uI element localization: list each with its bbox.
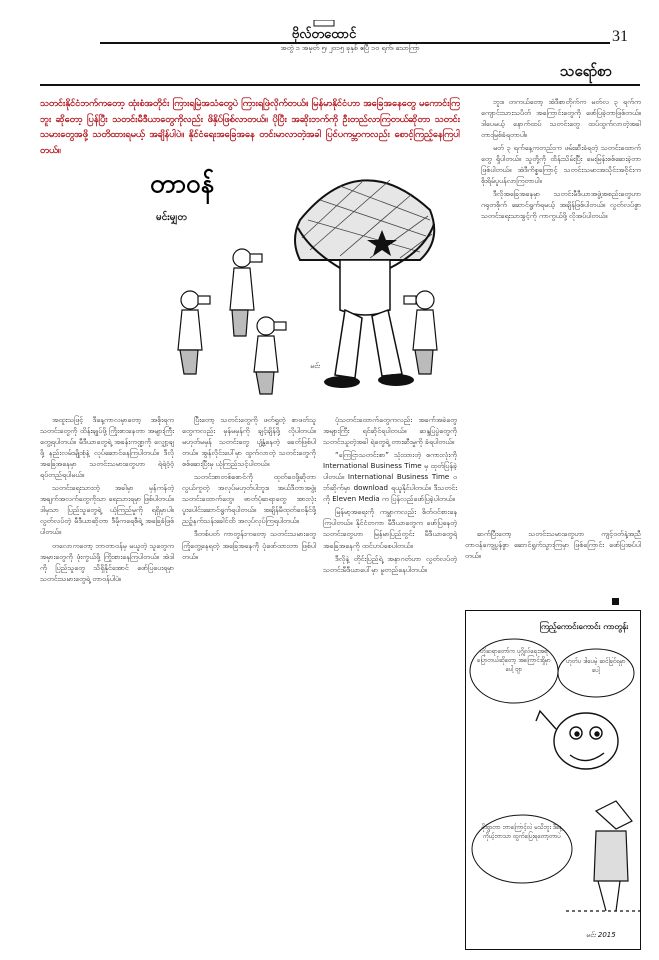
speech-bubble-1: ဟိုဆရာတော်က ပုဂ္ဂိုလ်ရေးအရ ပြောတယ်ဆိုတော့ အကြောင်းရှိမှာပေါ့ ဗျာ (477, 648, 551, 673)
section-title: သရော်စာ (560, 62, 613, 80)
column-right-paragraph: မတ် ၃ ရက်နေ့ကတည်းက ဖမ်းဆီးခံရတဲ့ သတင်းထောက်တွေ ရှိပါတယ်။ သူတို့ကို ထိန်းသိမ်းပြီး မေးမြန်းစစ်ဆေးခဲ့တာ ဖြစ်ပါတယ်။ အဲဒီကိစ္စကြောင့် သတင်းသမားအသိုင်းအဝိုင်းက စိုးရိမ်ပူပန်လာကြတာပါ။ (481, 143, 641, 186)
speech-bubble-2: ဟုတ်ပ ဒါပေမဲ့ ဆင်ခြင်ရမှာပေါ့ (566, 658, 626, 674)
column-3-paragraph: “ကြေငြာသတင်းစာ” သုံးထားတဲ့ စကားလုံးကို International Business Time မှ ထုတ်ပြန်ခဲ့ပါတယ်။ International Business Time ဝဘ်ဆိုက်မှာ download ရယူနိုင်ပါတယ်။ ဒီသတင်းကို Eleven Media က ပြန်လည်ဖော်ပြခဲ့ပါတယ်။ (323, 450, 457, 504)
column-4-paragraph: ဆက်ပြီးတော့ သတင်းသမားတွေဟာ ကျင့်ဝတ်နဲ့အညီ တာဝန်ကျေပွန်စွာ ဆောင်ရွက်သွားကြမှာ ဖြစ်ကြောင်း ဖော်ပြအပ်ပါတယ်။ (465, 529, 641, 561)
page-number: 31 (612, 28, 628, 45)
lead-paragraph: သတင်းနိုင်ငံဘက်ကတော့ ထုံးစံအတိုင်း ကြားရမြဲအသံတွေပဲ ကြားရဖြဲလိုက်တယ်။ မြန်မာနိုင်ငံဟာ အခြေအနေတွေ မကောင်းကြဘူး ဆိုတော့ ပြန်ပြီး သတင်းမီဒီယာတွေကိုလည်း ဖိနှိပ်ဖြစ်လာတယ်။ ပိုပြီး အဆိုးဘက်ကို ဦးတည်လာကြတယ်ဆိုတာ သတင်းသမားတွေအဖို့ သတိထားရမယ့် အချိန်ပါပဲ။ နိုင်ငံရေးအခြေအနေ တင်းမာလာတဲ့အခါ ပြင်ပကမ္ဘာကလည်း စောင့်ကြည့်နေကြပါတယ်။ (40, 98, 460, 156)
main-cartoon-illustration (150, 150, 450, 400)
article-end-mark (612, 598, 619, 605)
masthead (40, 20, 640, 54)
cartoon-title: တာဝန် (150, 169, 215, 199)
cartoon-byline: မင်းမျှတ (156, 212, 188, 223)
column-right-paragraph: ဒီလိုအခြေအနေမှာ သတင်းမီဒီယာအဖွဲ့အစည်းတွေဟာ ဂရုတစိုက် ဆောင်ရွက်ရမယ့် အချိန်ဖြစ်ပါတယ်။ လွတ်လပ်စွာ သတင်းရေးသားခွင့်ကို ကာကွယ်ဖို့ လိုအပ်ပါတယ်။ (481, 189, 641, 221)
column-1-paragraph: သတင်းရေးသားတဲ့ အခါမှာ မှန်ကန်တဲ့ အချက်အလက်တွေကိုသာ ရေးသားရမှာ ဖြစ်ပါတယ်။ ဒါမှသာ ပြည်သူတွေရဲ့ ယုံကြည်မှုကို ရရှိမှာပါ။ လွတ်လပ်တဲ့ မီဒီယာဆိုတာ ဒီမိုကရေစီရဲ့ အခြေခံဖြစ်ပါတယ်။ (40, 483, 174, 537)
section-rule (40, 84, 640, 86)
column-right-paragraph: ဘူး။ တကယ်တော့ အဲဒီစာတိုက်က မတ်လ ၃ ရက်က ကျောင်းသားသပိတ် အကြောင်းတွေကို ဖော်ပြခဲ့တာဖြစ်တယ်။ ဒါပေမယ့် နောက်ထပ် သတင်းတွေ ထပ်ထွက်လာတဲ့အခါ တားမြစ်ခံရတာပါ။ (481, 97, 641, 140)
column-3-paragraph: ပုံသတင်းထောက်တွေကလည်း အခက်အခဲတွေ အများကြီး ရင်ဆိုင်ရပါတယ်။ ဆန္ဒပြပွဲတွေကို သတင်းယူတဲ့အခါ ရဲတွေရဲ့ တားဆီးမှုကို ခံရပါတယ်။ (323, 415, 457, 447)
cartoon-character (536, 711, 618, 769)
column-right (481, 96, 641, 594)
speech-bubble-3: မိုးရွာတာ ဘာကြောင့်လဲ မသိဘူး ဒီနေ့ ကိုယ့်ဘာသာ ထွက်ပြေးရတော့တာပဲ (481, 824, 563, 840)
main-cartoon (150, 150, 450, 400)
column-2 (182, 414, 316, 950)
masthead-logo (276, 20, 372, 42)
column-1 (40, 414, 174, 950)
column-3-paragraph: မြန်မာ့အရေးကို ကမ္ဘာကလည်း စိတ်ဝင်စားနေကြပါတယ်။ နိုင်ငံတကာ မီဒီယာတွေက ဖော်ပြနေတဲ့ သတင်းတွေဟာ မြန်မာပြည်တွင်း မီဒီယာတွေရဲ့ အခြေအနေကို ထင်ဟပ်စေပါတယ်။ (323, 507, 457, 550)
column-2-paragraph: ပြီးတော့ သတင်းတွေကို ဖတ်ရှုတဲ့ စာဖတ်သူတွေကလည်း မှန်မမှန်ကို ချင့်ချိန်ဖို့ လိုပါတယ်။ မဟုတ်မမှန် သတင်းတွေ ပျံ့နှံ့နေတဲ့ ခေတ်ဖြစ်ပါတယ်။ အွန်လိုင်းပေါ်မှာ ထွက်လာတဲ့ သတင်းတွေကို စစ်ဆေးပြီးမှ ယုံကြည်သင့်ပါတယ်။ (182, 415, 316, 469)
column-4 (465, 528, 641, 596)
box-cartoon-signature: မင်း 2015 (586, 931, 616, 939)
column-1-paragraph: တလောကတော့ ဘာတာဝန်မှ မယူတဲ့ သူတွေက အမှားတွေကို ဖုံးကွယ်ဖို့ ကြိုးစားနေကြပါတယ်။ အဲဒါကို ပြည်သူတွေ သိရှိနိုင်အောင် ဖော်ပြပေးရမှာ သတင်းသမားတွေရဲ့ တာဝန်ပါပဲ။ (40, 540, 174, 583)
masthead-logo-text: ဗိုလ်တထောင် (291, 27, 357, 42)
column-1-paragraph: အထူးသဖြင့် ဒီနေ့ကာလမှာတော့ အစိုးရက သတင်းတွေကို ထိန်းချုပ်ဖို့ ကြိုးစားနေတာ အများကြီးတွေ့ရပါတယ်။ မီဒီယာတွေရဲ့ အခန်းကဏ္ဍကို လျှော့ချဖို့ နည်းလမ်းမျိုးစုံနဲ့ လုပ်ဆောင်နေကြပါတယ်။ ဒီလိုအခြေအနေမှာ သတင်းသမားတွေဟာ ရဲရဲဝံ့ဝံ့ ရပ်တည်ရပါမယ်။ (40, 415, 174, 480)
column-2-paragraph: သတင်းစာတစ်စောင်ကို ထုတ်ဝေဖို့ဆိုတာ လွယ်ကူတဲ့ အလုပ်မဟုတ်ပါဘူး။ အယ်ဒီတာအဖွဲ့၊ သတင်းထောက်တွေ၊ ဓာတ်ပုံဆရာတွေ အားလုံး ပူးပေါင်းဆောင်ရွက်ရပါတယ်။ အချိန်မီထုတ်ဝေနိုင်ဖို့ ညဉ့်နက်သန်းခေါင်ထိ အလုပ်လုပ်ကြရပါတယ်။ (182, 472, 316, 526)
box-cartoon-caption: ကြည့်ကောင်းကောင်း ကာတွန်း (539, 622, 629, 631)
cartoon-signature: မင်း (310, 362, 320, 370)
column-3 (323, 414, 457, 950)
running-figure (566, 801, 640, 911)
column-2-paragraph: ဒီတစ်ပတ် ကာတွန်းကတော့ သတင်းသမားတွေ ကြုံတွေ့နေရတဲ့ အခြေအနေကို ပုံဖော်ထားတာ ဖြစ်ပါတယ်။ (182, 529, 316, 561)
column-3-paragraph: ဒီလိုနဲ့ တိုင်းပြည်ရဲ့ အနာဂတ်ဟာ လွတ်လပ်တဲ့ သတင်းမီဒီယာပေါ်မှာ မူတည်နေပါတယ်။ (323, 553, 457, 574)
box-cartoon (465, 610, 641, 950)
masthead-subtitle: အတွဲ ၁ အမှတ် ၅၊ ၂၀၁၅ ခုနှစ် ဧပြီ ၁၀ ရက်၊ သောကြာ (280, 44, 420, 52)
box-cartoon-illustration (466, 611, 640, 949)
